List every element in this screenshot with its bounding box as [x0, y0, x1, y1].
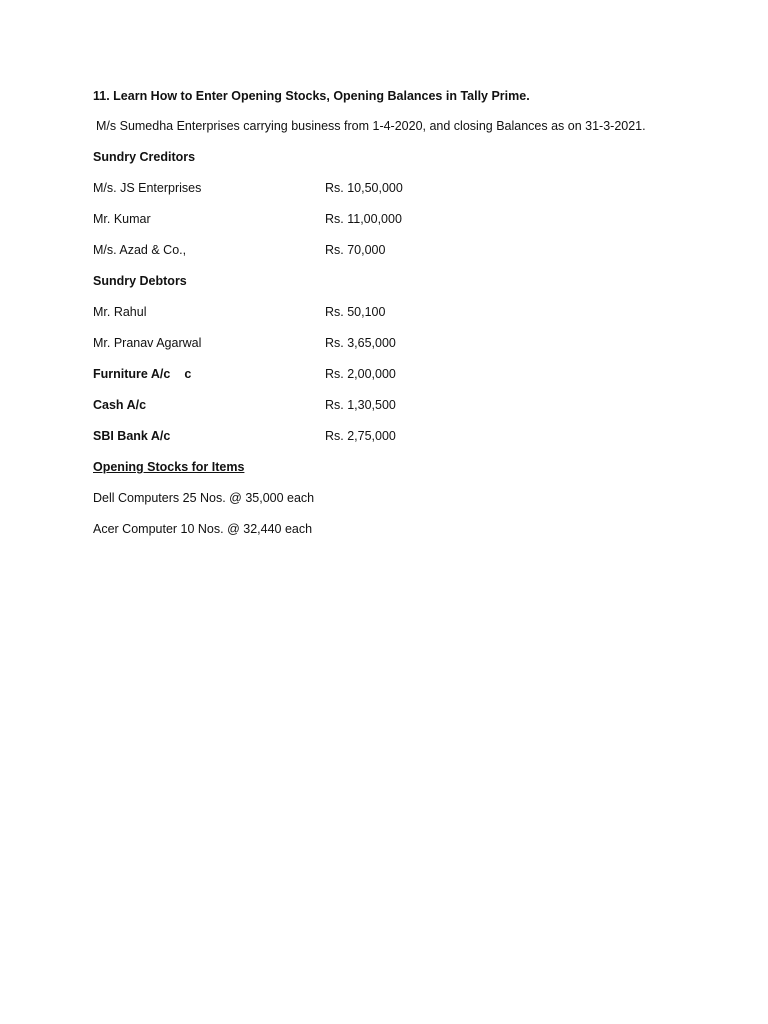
creditor-amount: Rs. 70,000 [325, 243, 386, 257]
account-amount: Rs. 2,00,000 [325, 367, 396, 381]
debtor-name: Mr. Pranav Agarwal [93, 336, 202, 350]
debtor-amount: Rs. 3,65,000 [325, 336, 396, 350]
account-name: Furniture A/c [93, 367, 171, 381]
intro-text: M/s Sumedha Enterprises carrying business from 1-4-2020, and closing Balances as on 31-3-2021. [96, 119, 646, 133]
account-name-suffix: c [184, 367, 192, 381]
account-amount: Rs. 2,75,000 [325, 429, 396, 443]
stock-item: Dell Computers 25 Nos. @ 35,000 each [93, 491, 315, 505]
account-amount: Rs. 1,30,500 [325, 398, 396, 412]
creditor-name: M/s. JS Enterprises [93, 181, 202, 195]
stock-item: Acer Computer 10 Nos. @ 32,440 each [93, 522, 313, 536]
creditor-name: Mr. Kumar [93, 212, 151, 226]
account-name: SBI Bank A/c [93, 429, 171, 443]
opening-stocks-heading: Opening Stocks for Items [93, 460, 245, 474]
creditor-name: M/s. Azad & Co., [93, 243, 187, 257]
account-name-furniture [93, 366, 191, 382]
sundry-debtors-heading: Sundry Debtors [93, 274, 187, 288]
creditor-amount: Rs. 11,00,000 [325, 212, 402, 226]
debtor-amount: Rs. 50,100 [325, 305, 386, 319]
sundry-creditors-heading: Sundry Creditors [93, 150, 196, 164]
debtor-name: Mr. Rahul [93, 305, 147, 319]
account-name: Cash A/c [93, 398, 147, 412]
creditor-amount: Rs. 10,50,000 [325, 181, 403, 195]
document-title: 11. Learn How to Enter Opening Stocks, Opening Balances in Tally Prime. [93, 89, 530, 103]
